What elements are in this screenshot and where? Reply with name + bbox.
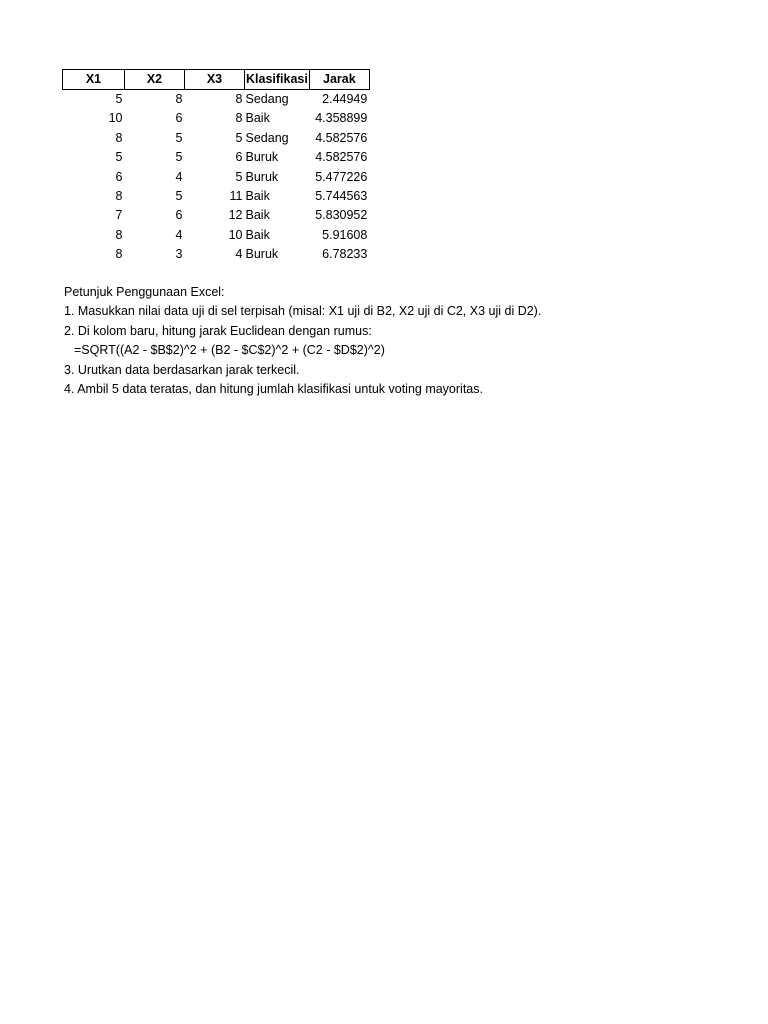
header-x3[interactable]: X3 (185, 70, 245, 90)
cell-x3[interactable]: 5 (235, 130, 243, 145)
cell-jarak[interactable]: 5.91608 (322, 227, 368, 242)
cell-x1[interactable]: 5 (115, 150, 123, 165)
cell-klasifikasi[interactable]: Baik (245, 208, 270, 223)
cell-x1[interactable]: 10 (108, 111, 123, 126)
cell-x1[interactable]: 8 (115, 130, 123, 145)
formula-text[interactable]: =SQRT((A2 - $B$2)^2 + (B2 - $C$2)^2 + (C2 - $D$2)^2) (74, 343, 385, 358)
table-row (63, 168, 370, 187)
instruction-step-1[interactable]: 1. Masukkan nilai data uji di sel terpisah (misal: X1 uji di B2, X2 uji di C2, X3 uji di D2). (64, 304, 542, 319)
cell-x2[interactable]: 3 (175, 247, 183, 262)
cell-jarak[interactable]: 5.477226 (315, 169, 368, 184)
cell-x1[interactable]: 6 (115, 169, 123, 184)
table-row (63, 245, 370, 264)
cell-klasifikasi[interactable]: Sedang (245, 130, 289, 145)
cell-jarak[interactable]: 4.582576 (315, 130, 368, 145)
header-x2[interactable]: X2 (125, 70, 185, 90)
cell-jarak[interactable]: 4.582576 (315, 150, 368, 165)
spreadsheet-area (62, 69, 370, 265)
cell-x2[interactable]: 6 (175, 111, 183, 126)
cell-x3[interactable]: 6 (235, 150, 243, 165)
cell-x1[interactable]: 8 (115, 247, 123, 262)
table-header-row (63, 70, 370, 90)
cell-x1[interactable]: 7 (115, 208, 123, 223)
table-row (63, 109, 370, 128)
cell-x3[interactable]: 5 (235, 169, 243, 184)
cell-x3[interactable]: 8 (235, 92, 243, 106)
cell-x3[interactable]: 10 (228, 227, 243, 242)
table-row (63, 148, 370, 167)
cell-x2[interactable]: 8 (175, 92, 183, 106)
cell-x2[interactable]: 5 (175, 130, 183, 145)
instruction-step-4[interactable]: 4. Ambil 5 data teratas, dan hitung jumlah klasifikasi untuk voting mayoritas. (64, 382, 483, 397)
cell-x2[interactable]: 5 (175, 189, 183, 204)
cell-x2[interactable]: 6 (175, 208, 183, 223)
cell-jarak[interactable]: 5.830952 (315, 208, 368, 223)
cell-klasifikasi[interactable]: Buruk (245, 169, 279, 184)
cell-klasifikasi[interactable]: Buruk (245, 247, 279, 262)
cell-x1[interactable]: 8 (115, 189, 123, 204)
table-row (63, 129, 370, 148)
table-row (63, 187, 370, 206)
cell-x2[interactable]: 5 (175, 150, 183, 165)
cell-klasifikasi[interactable]: Sedang (245, 92, 289, 106)
cell-klasifikasi[interactable]: Baik (245, 227, 270, 242)
cell-x1[interactable]: 5 (115, 92, 123, 106)
table-row (63, 226, 370, 245)
data-table (62, 69, 370, 265)
instruction-step-2[interactable]: 2. Di kolom baru, hitung jarak Euclidean dengan rumus: (64, 323, 372, 338)
cell-jarak[interactable]: 5.744563 (315, 189, 368, 204)
cell-x2[interactable]: 4 (175, 169, 183, 184)
cell-x2[interactable]: 4 (175, 227, 183, 242)
cell-x3[interactable]: 11 (229, 189, 243, 204)
cell-jarak[interactable]: 2.44949 (322, 92, 368, 106)
header-klasifikasi[interactable]: Klasifikasi (245, 70, 310, 90)
instructions-title[interactable]: Petunjuk Penggunaan Excel: (64, 285, 225, 299)
cell-klasifikasi[interactable]: Buruk (245, 150, 279, 165)
instructions-block (64, 283, 541, 399)
cell-klasifikasi[interactable]: Baik (245, 189, 270, 204)
table-row (63, 90, 370, 110)
cell-jarak[interactable]: 6.78233 (322, 247, 368, 262)
cell-klasifikasi[interactable]: Baik (245, 111, 270, 126)
cell-x3[interactable]: 4 (235, 247, 243, 262)
table-row (63, 206, 370, 225)
header-x1[interactable]: X1 (63, 70, 125, 90)
cell-x1[interactable]: 8 (115, 227, 123, 242)
cell-x3[interactable]: 12 (228, 208, 243, 223)
cell-x3[interactable]: 8 (235, 111, 243, 126)
header-jarak[interactable]: Jarak (309, 70, 369, 90)
cell-jarak[interactable]: 4.358899 (315, 111, 368, 126)
instruction-step-3[interactable]: 3. Urutkan data berdasarkan jarak terkecil. (64, 362, 300, 377)
